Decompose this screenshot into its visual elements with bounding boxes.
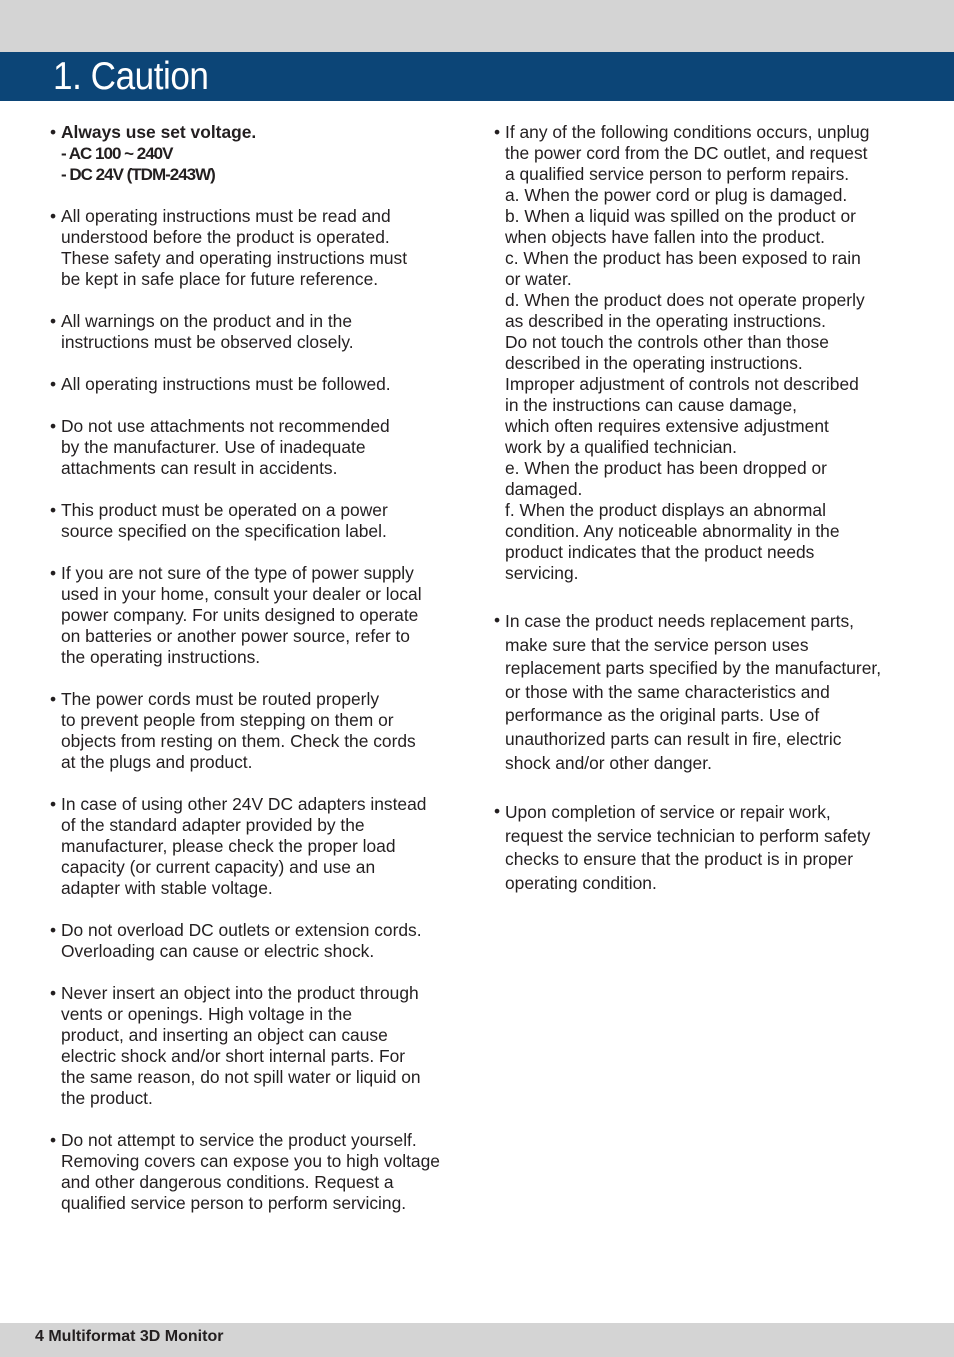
top-band	[0, 0, 954, 52]
caution-line: Do not touch the controls other than those	[505, 332, 829, 352]
caution-line: checks to ensure that the product is in proper	[505, 849, 854, 870]
caution-line: • If any of the following conditions occurs, unplug	[505, 122, 870, 142]
caution-line: at the plugs and product.	[61, 752, 253, 772]
caution-line: or those with the same characteristics and	[505, 681, 830, 702]
caution-item	[50, 500, 470, 542]
caution-line: described in the operating instructions.	[505, 353, 803, 373]
caution-line: source specified on the specification label.	[61, 521, 387, 541]
caution-item	[50, 1130, 470, 1214]
caution-item	[494, 122, 914, 584]
caution-item	[50, 794, 470, 899]
caution-line: the same reason, do not spill water or liquid on	[61, 1067, 421, 1087]
caution-line: vents or openings. High voltage in the	[61, 1004, 352, 1024]
caution-line: when objects have fallen into the product.	[505, 227, 826, 247]
caution-line: • In case of using other 24V DC adapters instead	[61, 794, 427, 814]
caution-line: of the standard adapter provided by the	[61, 815, 365, 835]
caution-line: Overloading can cause or electric shock.	[61, 941, 375, 961]
caution-sub: - AC 100 ~ 240V	[61, 144, 173, 163]
caution-item	[50, 563, 470, 668]
caution-line: product indicates that the product needs	[505, 542, 815, 562]
right-column	[494, 122, 914, 917]
caution-line: e. When the product has been dropped or	[505, 458, 827, 478]
caution-line: and other dangerous conditions. Request a	[61, 1172, 394, 1192]
caution-line: damaged.	[505, 479, 583, 499]
caution-line: power company. For units designed to operate	[61, 605, 419, 625]
caution-line: replacement parts specified by the manufacturer,	[505, 658, 882, 679]
caution-line: Improper adjustment of controls not described	[505, 374, 859, 394]
caution-lead: • Always use set voltage.	[61, 122, 257, 142]
caution-line: operating condition.	[505, 872, 657, 893]
caution-line: performance as the original parts. Use of	[505, 705, 820, 726]
caution-line: These safety and operating instructions must	[61, 248, 408, 268]
caution-line: instructions must be observed closely.	[61, 332, 354, 352]
caution-line: which often requires extensive adjustment	[505, 416, 829, 436]
caution-line: manufacturer, please check the proper load	[61, 836, 396, 856]
caution-line: capacity (or current capacity) and use an	[61, 857, 376, 877]
caution-line: a. When the power cord or plug is damaged.	[505, 185, 848, 205]
caution-line: • Upon completion of service or repair work,	[505, 802, 831, 823]
caution-line: b. When a liquid was spilled on the product or	[505, 206, 856, 226]
caution-line: • Never insert an object into the product through	[61, 983, 419, 1003]
caution-line: the operating instructions.	[61, 647, 261, 667]
caution-item	[50, 206, 470, 290]
caution-line: • If you are not sure of the type of power supply	[61, 563, 414, 583]
caution-line: the power cord from the DC outlet, and request	[505, 143, 868, 163]
caution-line: Removing covers can expose you to high voltage	[61, 1151, 440, 1171]
caution-line: • Do not use attachments not recommended	[61, 416, 390, 436]
caution-line: on batteries or another power source, refer to	[61, 626, 410, 646]
caution-item	[50, 689, 470, 773]
caution-line: as described in the operating instructions.	[505, 311, 826, 331]
caution-line: • All operating instructions must be followed.	[61, 374, 391, 394]
caution-line: • All warnings on the product and in the	[61, 311, 352, 331]
caution-line: adapter with stable voltage.	[61, 878, 273, 898]
caution-line: or water.	[505, 269, 572, 289]
caution-item	[50, 122, 470, 185]
caution-item	[50, 983, 470, 1109]
caution-line: servicing.	[505, 563, 579, 583]
caution-line: • This product must be operated on a power	[61, 500, 388, 520]
caution-line: • All operating instructions must be read and	[61, 206, 391, 226]
caution-line: c. When the product has been exposed to rain	[505, 248, 861, 268]
caution-item	[50, 311, 470, 353]
caution-item	[50, 374, 470, 395]
page-footer: 4 Multiformat 3D Monitor	[35, 1328, 224, 1345]
caution-line: work by a qualified technician.	[505, 437, 738, 457]
caution-line: be kept in safe place for future reference.	[61, 269, 379, 289]
caution-item	[494, 801, 914, 895]
caution-line: objects from resting on them. Check the cords	[61, 731, 416, 751]
caution-line: a qualified service person to perform repairs.	[505, 164, 850, 184]
caution-line: in the instructions can cause damage,	[505, 395, 797, 415]
caution-line: f. When the product displays an abnormal	[505, 500, 826, 520]
caution-line: understood before the product is operated.	[61, 227, 390, 247]
caution-line: the product.	[61, 1088, 153, 1108]
caution-line: electric shock and/or short internal parts. For	[61, 1046, 406, 1066]
caution-line: d. When the product does not operate properly	[505, 290, 865, 310]
caution-sub: - DC 24V (TDM-243W)	[61, 165, 215, 184]
caution-line: • In case the product needs replacement parts,	[505, 611, 854, 631]
caution-line: attachments can result in accidents.	[61, 458, 338, 478]
caution-line: product, and inserting an object can cause	[61, 1025, 388, 1045]
caution-line: to prevent people from stepping on them or	[61, 710, 394, 730]
footer-bar	[0, 1323, 954, 1357]
caution-line: qualified service person to perform servicing.	[61, 1193, 407, 1213]
caution-line: • Do not attempt to service the product yourself.	[61, 1130, 417, 1150]
caution-item	[50, 920, 470, 962]
caution-line: request the service technician to perform safety	[505, 825, 871, 846]
caution-line: unauthorized parts can result in fire, electric	[505, 728, 842, 749]
caution-line: • Do not overload DC outlets or extension cords.	[61, 920, 422, 940]
caution-item	[494, 610, 914, 775]
page-title: 1. Caution	[53, 55, 209, 98]
caution-line: used in your home, consult your dealer or local	[61, 584, 422, 604]
caution-item	[50, 416, 470, 479]
caution-line: make sure that the service person uses	[505, 634, 809, 655]
left-column	[50, 122, 470, 1235]
caution-line: shock and/or other danger.	[505, 752, 712, 773]
caution-line: condition. Any noticeable abnormality in the	[505, 521, 840, 541]
caution-line: • The power cords must be routed properly	[61, 689, 380, 709]
title-bar	[0, 52, 954, 101]
caution-line: by the manufacturer. Use of inadequate	[61, 437, 366, 457]
